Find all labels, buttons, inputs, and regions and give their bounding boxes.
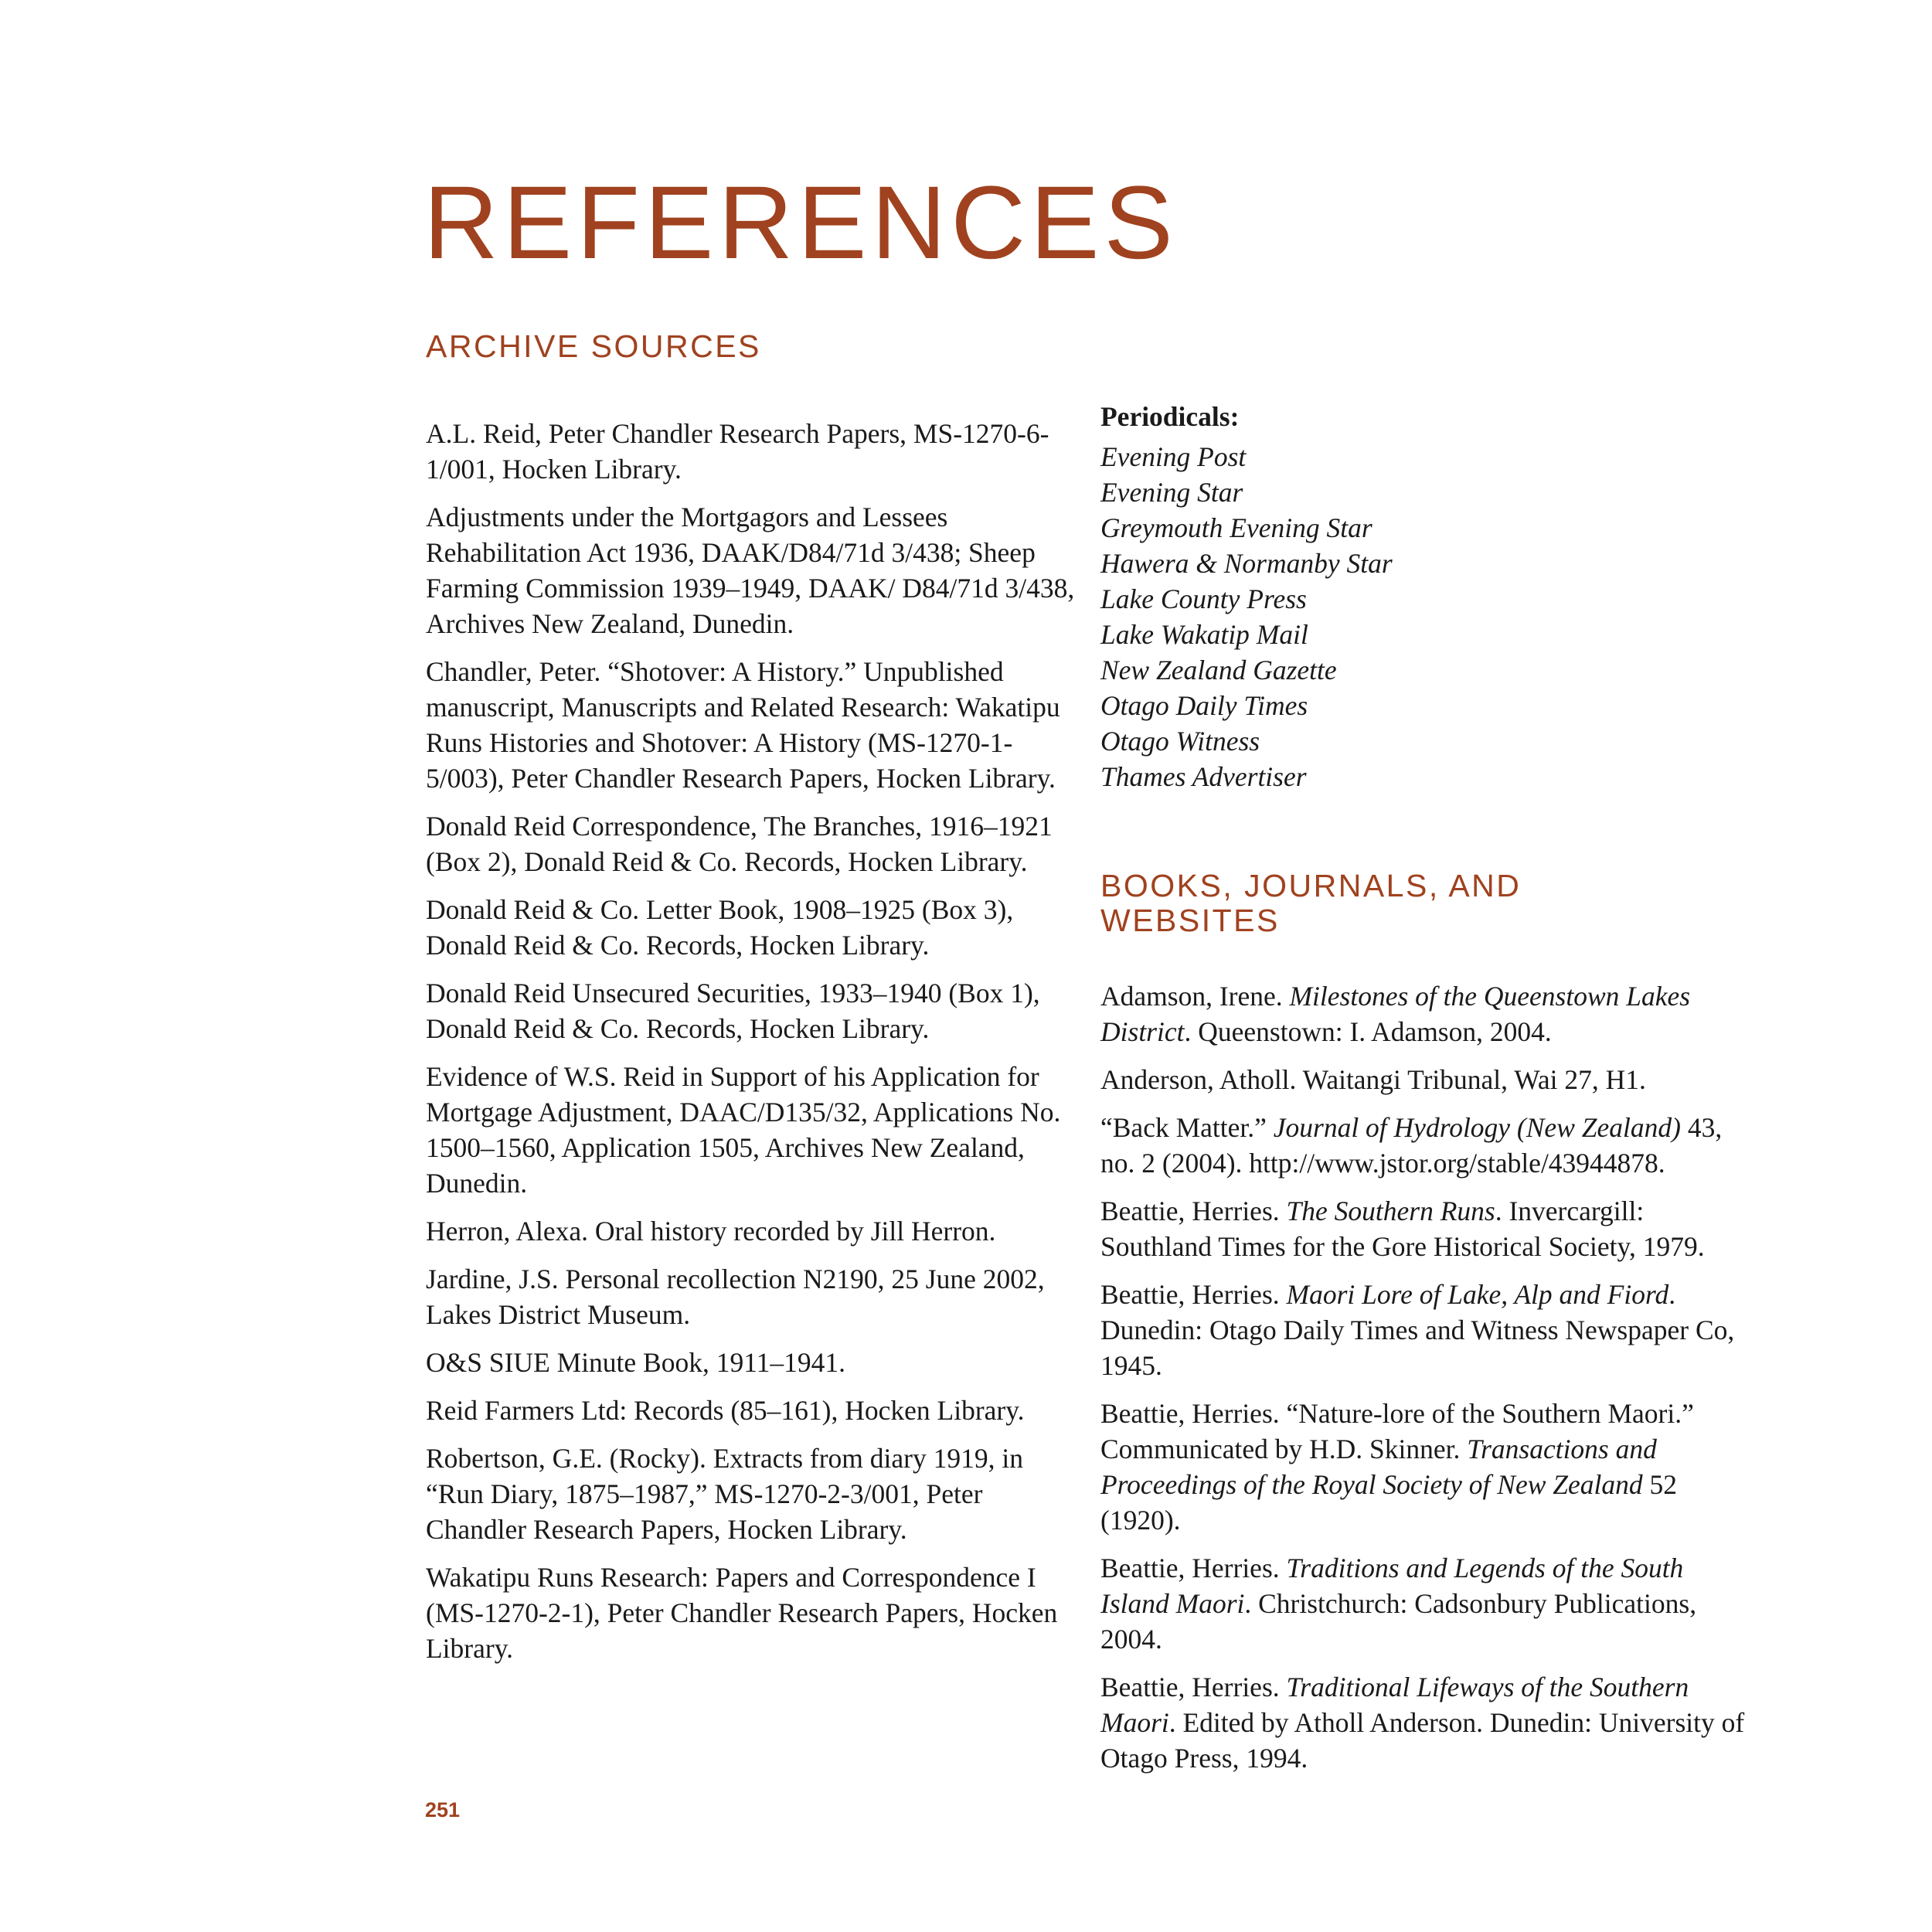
reference-entry bbox=[1100, 1062, 1757, 1097]
reference-entry bbox=[1100, 1193, 1757, 1264]
reference-text: Donald Reid Correspondence, The Branches, 1916–1921 (Box 2), Donald Reid & Co. Records, Hocken Library. bbox=[426, 811, 1053, 877]
periodical-item: Evening Star bbox=[1100, 477, 1243, 508]
reference-entry bbox=[426, 1560, 1075, 1666]
reference-text: 52 (1920). bbox=[1100, 1469, 1678, 1536]
periodical-item: Thames Advertiser bbox=[1100, 761, 1307, 792]
reference-text: “Back Matter.” bbox=[1100, 1112, 1274, 1144]
books-list bbox=[1100, 978, 1757, 1776]
reference-title: Maori Lore of Lake, Alp and Fiord bbox=[1286, 1279, 1669, 1311]
archive-sources-heading: ARCHIVE SOURCES bbox=[426, 328, 761, 364]
reference-text: . Invercargill: Southland Times for the Gore Historical Society, 1979. bbox=[1100, 1196, 1705, 1263]
periodical-item: Greymouth Evening Star bbox=[1100, 512, 1372, 543]
reference-text: 43, no. 2 (2004). http://www.jstor.org/stable/43944878. bbox=[1100, 1112, 1723, 1179]
reference-text: A.L. Reid, Peter Chandler Research Papers, MS-1270-6-1/001, Hocken Library. bbox=[426, 418, 1049, 485]
right-column bbox=[1100, 399, 1757, 1788]
reference-entry bbox=[426, 892, 1075, 963]
reference-title: Traditional Lifeways of the Southern Maori bbox=[1100, 1672, 1689, 1739]
reference-text: Robertson, G.E. (Rocky). Extracts from diary 1919, in “Run Diary, 1875–1987,” MS-1270-2-3/001, Peter Chandler Research Papers, Hocken Library. bbox=[426, 1443, 1023, 1545]
reference-title: Journal of Hydrology (New Zealand) bbox=[1273, 1112, 1681, 1144]
page-number: 251 bbox=[425, 1798, 461, 1821]
reference-entry bbox=[426, 654, 1075, 796]
reference-text: Adamson, Irene. bbox=[1100, 981, 1290, 1012]
reference-text: Beattie, Herries. bbox=[1100, 1553, 1287, 1584]
page-title: REFERENCES bbox=[423, 165, 1178, 281]
reference-entry bbox=[426, 416, 1075, 487]
reference-text: . Dunedin: Otago Daily Times and Witness Newspaper Co, 1945. bbox=[1100, 1279, 1735, 1382]
reference-text: Wakatipu Runs Research: Papers and Correspondence I (MS-1270-2-1), Peter Chandler Research Papers, Hocken Library. bbox=[426, 1562, 1058, 1664]
reference-title: The Southern Runs bbox=[1286, 1196, 1495, 1227]
reference-entry bbox=[426, 1261, 1075, 1332]
reference-text: . Christchurch: Cadsonbury Publications, 2004. bbox=[1100, 1588, 1697, 1655]
reference-entry bbox=[426, 1059, 1075, 1201]
periodical-item: New Zealand Gazette bbox=[1100, 655, 1337, 685]
reference-text: Beattie, Herries. “Nature-lore of the Southern Maori.” Communicated by H.D. Skinner. bbox=[1100, 1398, 1694, 1465]
reference-entry bbox=[426, 499, 1075, 641]
reference-entry bbox=[1100, 978, 1757, 1049]
reference-text: Beattie, Herries. bbox=[1100, 1672, 1287, 1703]
reference-entry bbox=[1100, 1110, 1757, 1181]
periodical-item: Otago Witness bbox=[1100, 726, 1260, 757]
reference-text: Evidence of W.S. Reid in Support of his Application for Mortgage Adjustment, DAAC/D135/32, Applications No. 1500–1560, Application 1505, Archives New Zealand, Dunedin. bbox=[426, 1061, 1061, 1199]
periodicals-list bbox=[1100, 439, 1757, 794]
reference-text: Anderson, Atholl. Waitangi Tribunal, Wai 27, H1. bbox=[1100, 1064, 1646, 1096]
periodical-item: Lake Wakatip Mail bbox=[1100, 619, 1308, 650]
reference-title: Transactions and Proceedings of the Royal Society of New Zealand bbox=[1100, 1434, 1657, 1501]
reference-entry bbox=[426, 1393, 1075, 1428]
books-heading: BOOKS, JOURNALS, AND WEBSITES bbox=[1100, 868, 1522, 939]
reference-text: . Queenstown: I. Adamson, 2004. bbox=[1184, 1016, 1552, 1048]
periodical-item: Lake County Press bbox=[1100, 583, 1307, 614]
reference-text: Jardine, J.S. Personal recollection N2190, 25 June 2002, Lakes District Museum. bbox=[426, 1264, 1045, 1330]
reference-entry bbox=[426, 808, 1075, 879]
reference-entry bbox=[1100, 1277, 1757, 1383]
periodical-item: Otago Daily Times bbox=[1100, 690, 1308, 721]
reference-entry bbox=[426, 975, 1075, 1046]
reference-text: Herron, Alexa. Oral history recorded by Jill Herron. bbox=[426, 1216, 996, 1247]
reference-entry bbox=[426, 1345, 1075, 1380]
reference-text: Donald Reid Unsecured Securities, 1933–1940 (Box 1), Donald Reid & Co. Records, Hocken Library. bbox=[426, 978, 1040, 1044]
reference-entry bbox=[426, 1440, 1075, 1547]
reference-text: . Edited by Atholl Anderson. Dunedin: University of Otago Press, 1994. bbox=[1100, 1707, 1745, 1774]
reference-text: Reid Farmers Ltd: Records (85–161), Hocken Library. bbox=[426, 1395, 1025, 1426]
reference-title: Milestones of the Queenstown Lakes District bbox=[1100, 981, 1691, 1048]
archive-sources-list bbox=[426, 416, 1075, 1679]
reference-entry bbox=[1100, 1669, 1757, 1776]
reference-title: Traditions and Legends of the South Island Maori bbox=[1100, 1553, 1684, 1620]
reference-entry bbox=[1100, 1550, 1757, 1657]
reference-text: O&S SIUE Minute Book, 1911–1941. bbox=[426, 1347, 846, 1378]
periodical-item: Evening Post bbox=[1100, 441, 1247, 472]
periodicals-heading: Periodicals: bbox=[1100, 401, 1240, 432]
reference-text: Adjustments under the Mortgagors and Lessees Rehabilitation Act 1936, DAAK/D84/71d 3/438; Sheep Farming Commission 1939–1949, DAAK/ D84/71d 3/438, Archives New Zealand, Dunedin. bbox=[426, 502, 1075, 639]
reference-text: Donald Reid & Co. Letter Book, 1908–1925 (Box 3), Donald Reid & Co. Records, Hocken Library. bbox=[426, 894, 1014, 961]
periodical-item: Hawera & Normanby Star bbox=[1100, 548, 1393, 579]
reference-text: Beattie, Herries. bbox=[1100, 1196, 1287, 1227]
reference-entry bbox=[1100, 1396, 1757, 1538]
reference-entry bbox=[426, 1213, 1075, 1249]
reference-text: Beattie, Herries. bbox=[1100, 1279, 1287, 1311]
reference-text: Chandler, Peter. “Shotover: A History.” Unpublished manuscript, Manuscripts and Related Research: Wakatipu Runs Histories and Shotover: A History (MS-1270-1-5/003), Peter Chandler Research Papers, Hocken Library. bbox=[426, 656, 1060, 794]
